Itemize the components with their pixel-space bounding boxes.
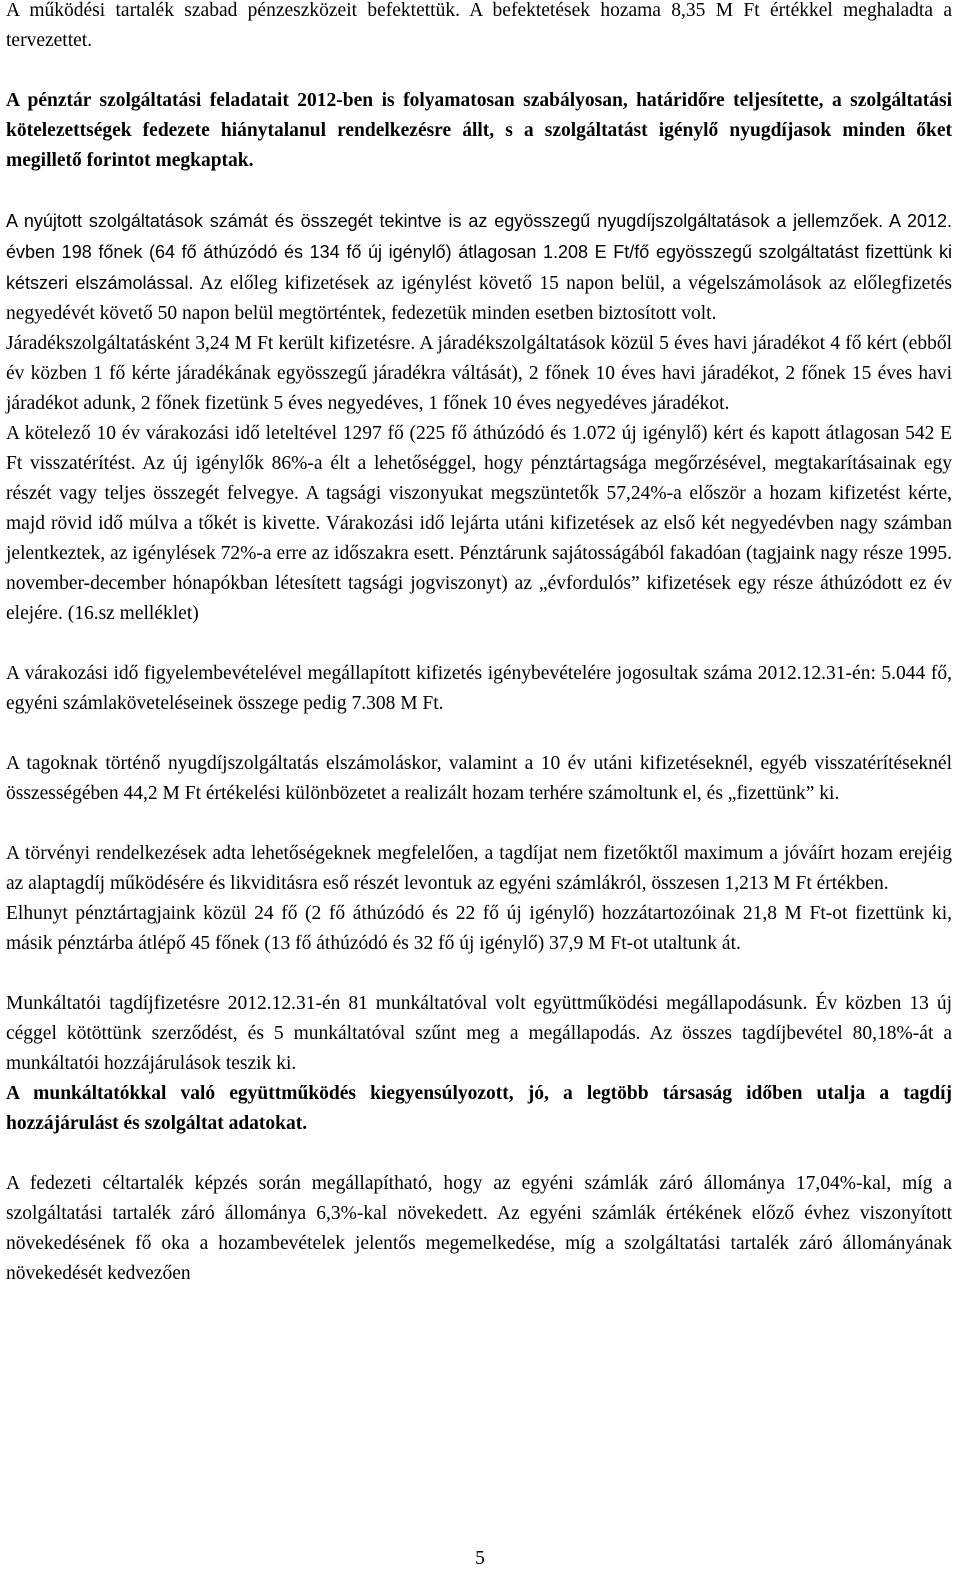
page-number: 5 <box>475 1548 485 1569</box>
paragraph-valuation: A tagoknak történő nyugdíjszolgáltatás elszámoláskor, valamint a 10 év utáni kifizetéseknél, egyéb visszatérítéseknél összességében 44,2 M Ft értékelési különbözetet a realizált hozam terhére számoltunk el, és „fizettünk” ki. <box>6 753 952 804</box>
paragraph-annuity: Járadékszolgáltatásként 3,24 M Ft került kifizetésre. A járadékszolgáltatások közül 5 éves havi járadékot 4 fő kért (ebből év közben 1 fő kérte járadékának egyösszegű járadékra váltását), 2 főnek 10 éves havi járadékot, 2 főnek 15 éves havi járadékot adunk, 2 főnek fizetünk 5 éves negyedéves, 1 főnek 10 éves negyedéves járadékot. <box>6 333 952 414</box>
paragraph-deceased: Elhunyt pénztártagjaink közül 24 fő (2 fő áthúzódó és 22 fő új igénylő) hozzátartozóinak 21,8 M Ft-ot fizettünk ki, másik pénztárba átlépő 45 főnek (13 fő áthúzódó és 32 fő új igénylő) 37,9 M Ft-ot utaltunk át. <box>6 903 952 954</box>
paragraph-lump-sum-part2: Az előleg kifizetések az igénylést követő 15 napon belül, a végelszámolások az előlegfizetés negyedévét követő 50 napon belül megtörténtek, fedezetük minden esetben biztosított volt. <box>6 273 952 324</box>
document-page <box>6 0 952 1289</box>
paragraph-employers-cooperation: A munkáltatókkal való együttműködés kiegyensúlyozott, jó, a legtöbb társaság időben utalja a tagdíj hozzájárulást és szolgáltat adatokat. <box>6 1083 952 1134</box>
paragraph-eligible: A várakozási idő figyelembevételével megállapított kifizetés igénybevételére jogosultak száma 2012.12.31-én: 5.044 fő, egyéni számlaköveteléseinek összege pedig 7.308 M Ft. <box>6 663 952 714</box>
paragraph-waiting-period: A kötelező 10 év várakozási idő leteltével 1297 fő (225 fő áthúzódó és 1.072 új igénylő) kért és kapott átlagosan 542 E Ft visszatérítést. Az új igénylők 86%-a élt a lehetőséggel, hogy pénztártagsága megőrzésével, megtakarításainak egy részét vagy teljes összegét felvegye. A tagsági viszonyukat megszüntetők 57,24%-a először a hozam kifizetést kérte, majd rövid idő múlva a tőkét is kivette. Várakozási idő lejárta utáni kifizetések az első két negyedévben nagy számban jelentkeztek, az igénylések 72%-a erre az időszakra esett. Pénztárunk sajátosságából fakadóan (tagjaink nagy része 1995. november-december hónapókban létesített tagsági jogviszonyt) az „évfordulós” kifizetések egy része áthúzódott ez év elejére. (16.sz melléklet) <box>6 423 952 624</box>
paragraph-employers: Munkáltatói tagdíjfizetésre 2012.12.31-én 81 munkáltatóval volt együttműködési megállapodásunk. Év közben 13 új céggel kötöttünk szerződést, és 5 munkáltatóval szűnt meg a megállapodás. Az összes tagdíjbevétel 80,18%-át a munkáltatói hozzájárulások teszik ki. <box>6 993 952 1074</box>
paragraph-legal: A törvényi rendelkezések adta lehetőségeknek megfelelően, a tagdíjat nem fizetőktől maximum a jóváírt hozam erejéig az alaptagdíj működésére és likviditásra eső részét levontuk az egyéni számlákról, összesen 1,213 M Ft értékben. <box>6 843 952 894</box>
paragraph-service-summary: A pénztár szolgáltatási feladatait 2012-ben is folyamatosan szabályosan, határidőre teljesítette, a szolgáltatási kötelezettségek fedezete hiánytalanul rendelkezésre állt, s a szolgáltatást igénylő nyugdíjasok minden őket megillető forintot megkaptak. <box>6 90 952 171</box>
paragraph-reserves: A fedezeti céltartalék képzés során megállapítható, hogy az egyéni számlák záró állománya 17,04%-kal, míg a szolgáltatási tartalék záró állománya 6,3%-kal növekedett. Az egyéni számlák értékének előző évhez viszonyított növekedésének fő oka a hozambevételek jelentős megemelkedése, míg a szolgáltatási tartalék záró állományának növekedését kedvezően <box>6 1173 952 1284</box>
paragraph-lump-sum-part1: A nyújtott szolgáltatások számát és összegét tekintve is az egyösszegű nyugdíjszolgáltatások a jellemzőek. A 2012. évben 198 főnek (64 fő áthúzódó és 134 fő új igénylő) átlagosan 1.208 E Ft/fő egyösszegű szolgáltatást fizettünk ki kétszeri elszámolással. <box>6 211 952 293</box>
paragraph: A működési tartalék szabad pénzeszközeit befektettük. A befektetések hozama 8,35 M Ft értékkel meghaladta a tervezettet. <box>6 0 952 51</box>
paragraph-lump-sum <box>6 206 952 329</box>
